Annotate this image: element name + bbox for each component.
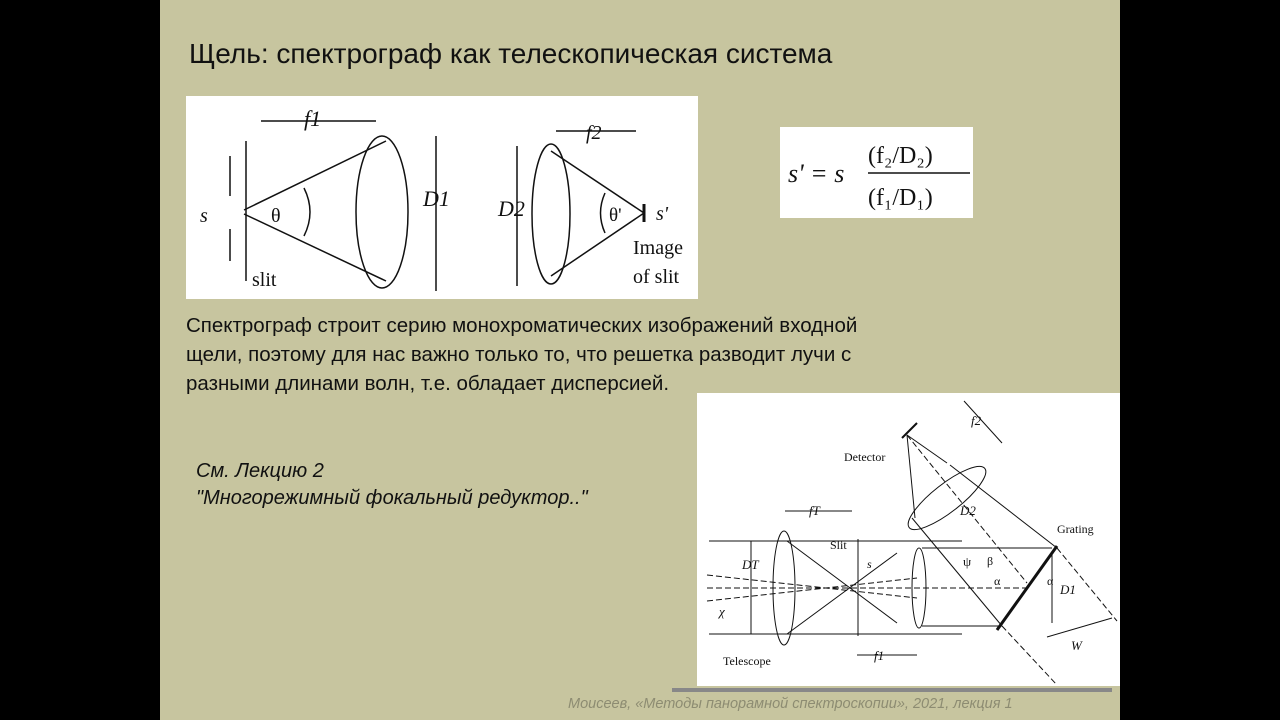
formula-denominator: (f₁/D₁) [868,185,933,211]
image-label: Image [633,237,683,259]
s-label: s [200,205,208,227]
slide-title: Щель: спектрограф как телескопическая система [189,38,833,69]
paragraph-line: щели, поэтому для нас важно только то, что решетка разводит лучи с [186,343,852,366]
D2-label: D2 [498,196,525,221]
theta-prime-label: θ' [609,205,622,226]
alpha2-label: α [1047,574,1054,588]
footer-citation: Моисеев, «Методы панорамной спектроскопии», 2021, лекция 1 [568,696,1013,712]
description-paragraph [186,311,1006,398]
lecture-reference [196,458,588,512]
theta-label: θ [271,205,281,227]
f2-label: f2 [971,413,982,428]
formula-lhs: s' = s [788,159,845,188]
psi-label: ψ [963,554,972,569]
f1-label: f1 [304,106,322,131]
spectrograph-diagram [697,393,1120,686]
alpha-label: α [994,574,1001,588]
reference-line: "Многорежимный фокальный редуктор.." [196,487,588,509]
fT-label: fT [809,503,820,518]
reference-line: См. Лекцию 2 [196,460,324,482]
grating-label: Grating [1057,522,1094,536]
s-label: s [867,557,872,571]
s-prime-label: s' [656,203,669,225]
paragraph-line: разными длинами волн, т.е. обладает дисперсией. [186,372,670,395]
f1-label: f1 [874,648,885,663]
beta-label: β [987,554,994,568]
W-label: W [1071,638,1082,653]
D2-label: D2 [960,503,976,518]
of-slit-label: of slit [633,266,680,288]
f2-label: f2 [586,122,602,144]
DT-label: DT [742,557,759,572]
detector-label: Detector [844,450,886,464]
formula [780,127,973,218]
telescope-label: Telescope [723,654,771,668]
slit-label: slit [252,269,277,291]
formula-numerator: (f₂/D₂) [868,143,933,169]
paragraph-line: Спектрограф строит серию монохроматических изображений входной [186,314,858,337]
footer-divider [672,688,1112,692]
chi-label: χ [719,604,725,619]
telescopic-diagram [186,96,698,299]
D1-label: D1 [423,186,450,211]
slide [160,0,1120,720]
D1-label: D1 [1060,582,1076,597]
slit-label: Slit [830,538,847,552]
